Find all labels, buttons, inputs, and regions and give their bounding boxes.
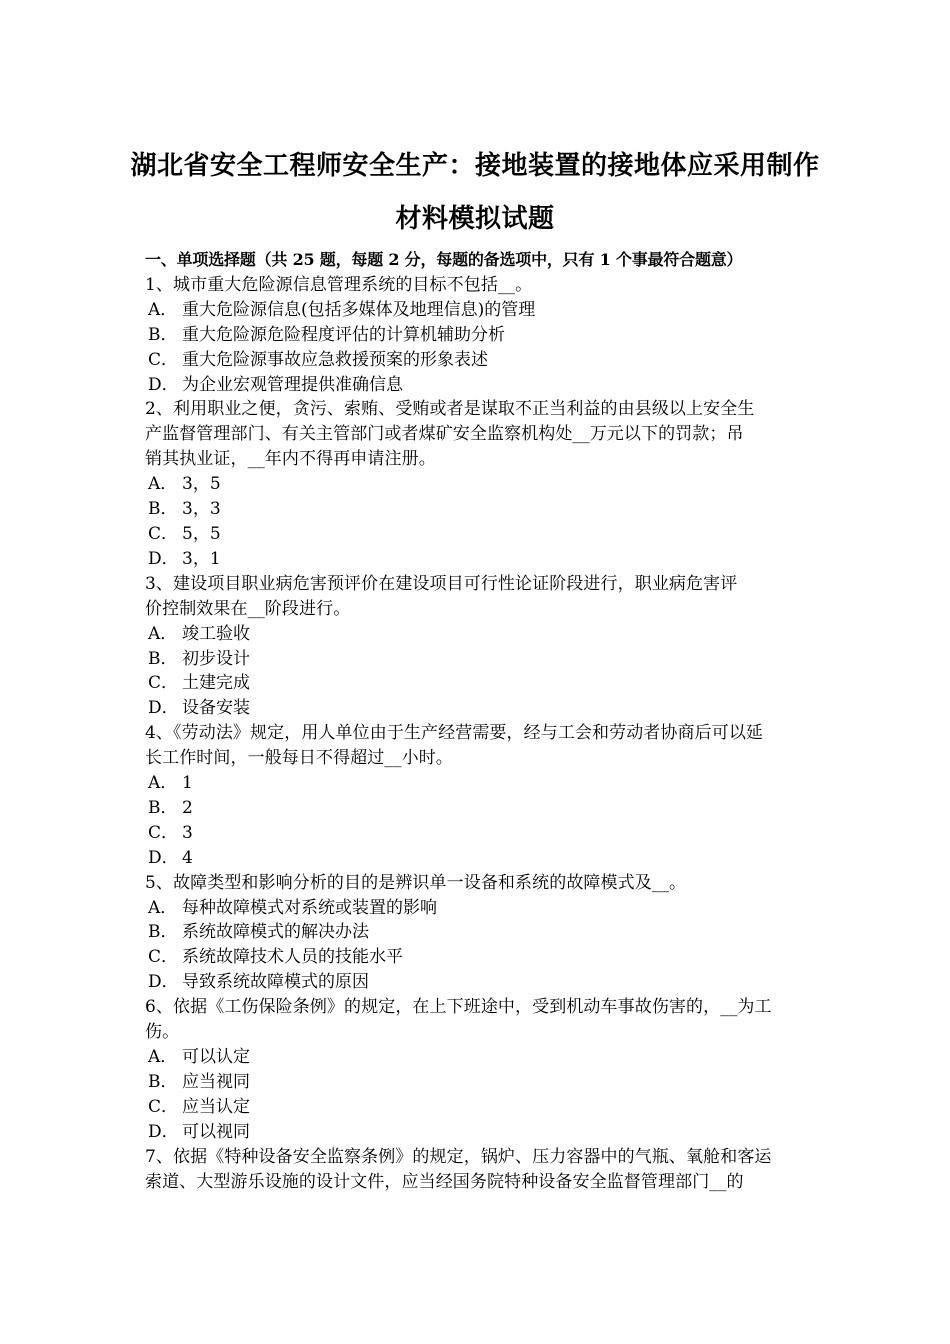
option-letter: B． [148, 648, 178, 669]
option-letter: D． [148, 972, 179, 993]
option-letter: B． [148, 797, 178, 818]
section-heading: 一、单项选择题（共 25 题，每题 2 分，每题的备选项中，只有 1 个事最符合题意） [145, 250, 743, 269]
option-text: 3，1 [182, 548, 221, 569]
option-text: 4 [182, 847, 193, 868]
answer-option [145, 622, 813, 647]
option-letter: D． [148, 1121, 179, 1142]
option-letter: B． [148, 922, 178, 943]
option-letter: B． [148, 499, 178, 520]
answer-option [145, 1070, 813, 1095]
option-text: 2 [182, 797, 193, 818]
option-letter: A． [148, 897, 178, 918]
document-title-line-2: 材料模拟试题 [395, 204, 555, 234]
answer-option [145, 497, 813, 522]
option-letter: A． [148, 773, 178, 794]
option-text: 1 [182, 773, 193, 794]
answer-option [145, 1045, 813, 1070]
option-letter: C． [148, 1096, 179, 1117]
answer-option [145, 547, 813, 572]
question-text-line: 1、城市重大危险源信息管理系统的目标不包括__。 [145, 274, 533, 295]
question-block [145, 995, 813, 1144]
question-text-line: 伤。 [145, 1022, 180, 1043]
answer-option [145, 896, 813, 921]
option-letter: D． [148, 374, 179, 395]
option-text: 土建完成 [182, 673, 250, 694]
question-block [145, 273, 813, 398]
question-text-line: 4、《劳动法》规定，用人单位由于生产经营需要，经与工会和劳动者协商后可以延 [145, 723, 764, 744]
question-text-line: 5、故障类型和影响分析的目的是辨识单一设备和系统的故障模式及__。 [145, 872, 687, 893]
option-letter: C． [148, 349, 179, 370]
option-text: 系统故障模式的解决办法 [182, 922, 369, 943]
option-letter: D． [148, 698, 179, 719]
option-text: 3，5 [182, 474, 221, 495]
option-text: 可以认定 [182, 1047, 250, 1067]
option-text: 5，5 [182, 523, 221, 544]
answer-option [145, 846, 813, 871]
question-text-line: 销其执业证，__年内不得再申请注册。 [145, 449, 436, 470]
option-text: 可以视同 [182, 1121, 250, 1142]
option-text: 3 [182, 822, 193, 843]
question-block [145, 1145, 813, 1195]
answer-option [145, 522, 813, 547]
question-block [145, 572, 813, 721]
option-text: 初步设计 [182, 648, 250, 669]
option-text: 竣工验收 [182, 623, 250, 644]
option-letter: B． [148, 324, 178, 345]
option-letter: A． [148, 299, 178, 320]
option-letter: A． [148, 474, 178, 495]
answer-option [145, 796, 813, 821]
question-text-line: 产监督管理部门、有关主管部门或者煤矿安全监察机构处__万元以下的罚款；吊 [145, 424, 744, 445]
exam-content [145, 248, 813, 1194]
option-text: 为企业宏观管理提供准确信息 [182, 374, 403, 395]
question-text-line: 6、依据《工伤保险条例》的规定，在上下班途中，受到机动车事故伤害的，__为工 [145, 997, 772, 1018]
question-block [145, 871, 813, 996]
option-text: 导致系统故障模式的原因 [182, 972, 369, 993]
question-block [145, 721, 813, 870]
option-letter: B． [148, 1071, 178, 1092]
option-letter: D． [148, 847, 179, 868]
answer-option [145, 945, 813, 970]
option-letter: A． [148, 1047, 178, 1067]
question-text-line: 7、依据《特种设备安全监察条例》的规定，锅炉、压力容器中的气瓶、氧舱和客运 [145, 1146, 772, 1167]
answer-option [145, 696, 813, 721]
answer-option [145, 771, 813, 796]
question-text-line: 索道、大型游乐设施的设计文件，应当经国务院特种设备安全监督管理部门__的 [145, 1171, 744, 1192]
question-text-line: 价控制效果在__阶段进行。 [145, 598, 351, 619]
answer-option [145, 1120, 813, 1145]
option-letter: C． [148, 673, 179, 694]
option-letter: D． [148, 548, 179, 569]
answer-option [145, 1095, 813, 1120]
option-letter: C． [148, 947, 179, 968]
question-text-line: 2、利用职业之便，贪污、索贿、受贿或者是谋取不正当利益的由县级以上安全生 [145, 399, 755, 420]
answer-option [145, 323, 813, 348]
option-text: 应当视同 [182, 1071, 250, 1092]
option-text: 每种故障模式对系统或装置的影响 [182, 897, 437, 918]
option-text: 重大危险源事故应急救援预案的形象表述 [182, 349, 488, 370]
answer-option [145, 821, 813, 846]
answer-option [145, 920, 813, 945]
option-text: 重大危险源信息(包括多媒体及地理信息)的管理 [182, 299, 536, 320]
option-text: 重大危险源危险程度评估的计算机辅助分析 [182, 324, 505, 345]
document-title-line-1: 湖北省安全工程师安全生产：接地装置的接地体应采用制作 [130, 151, 820, 181]
option-text: 系统故障技术人员的技能水平 [182, 947, 403, 968]
answer-option [145, 970, 813, 995]
question-block [145, 397, 813, 571]
answer-option [145, 373, 813, 398]
answer-option [145, 348, 813, 373]
answer-option [145, 671, 813, 696]
option-letter: A． [148, 623, 178, 644]
answer-option [145, 472, 813, 497]
question-text-line: 3、建设项目职业病危害预评价在建设项目可行性论证阶段进行，职业病危害评 [145, 573, 738, 594]
answer-option [145, 298, 813, 323]
question-text-line: 长工作时间，一般每日不得超过__小时。 [145, 748, 453, 769]
answer-option [145, 647, 813, 672]
option-text: 3，3 [182, 499, 221, 520]
option-letter: C． [148, 822, 179, 843]
option-letter: C． [148, 523, 179, 544]
option-text: 应当认定 [182, 1096, 250, 1117]
option-text: 设备安装 [182, 698, 250, 719]
